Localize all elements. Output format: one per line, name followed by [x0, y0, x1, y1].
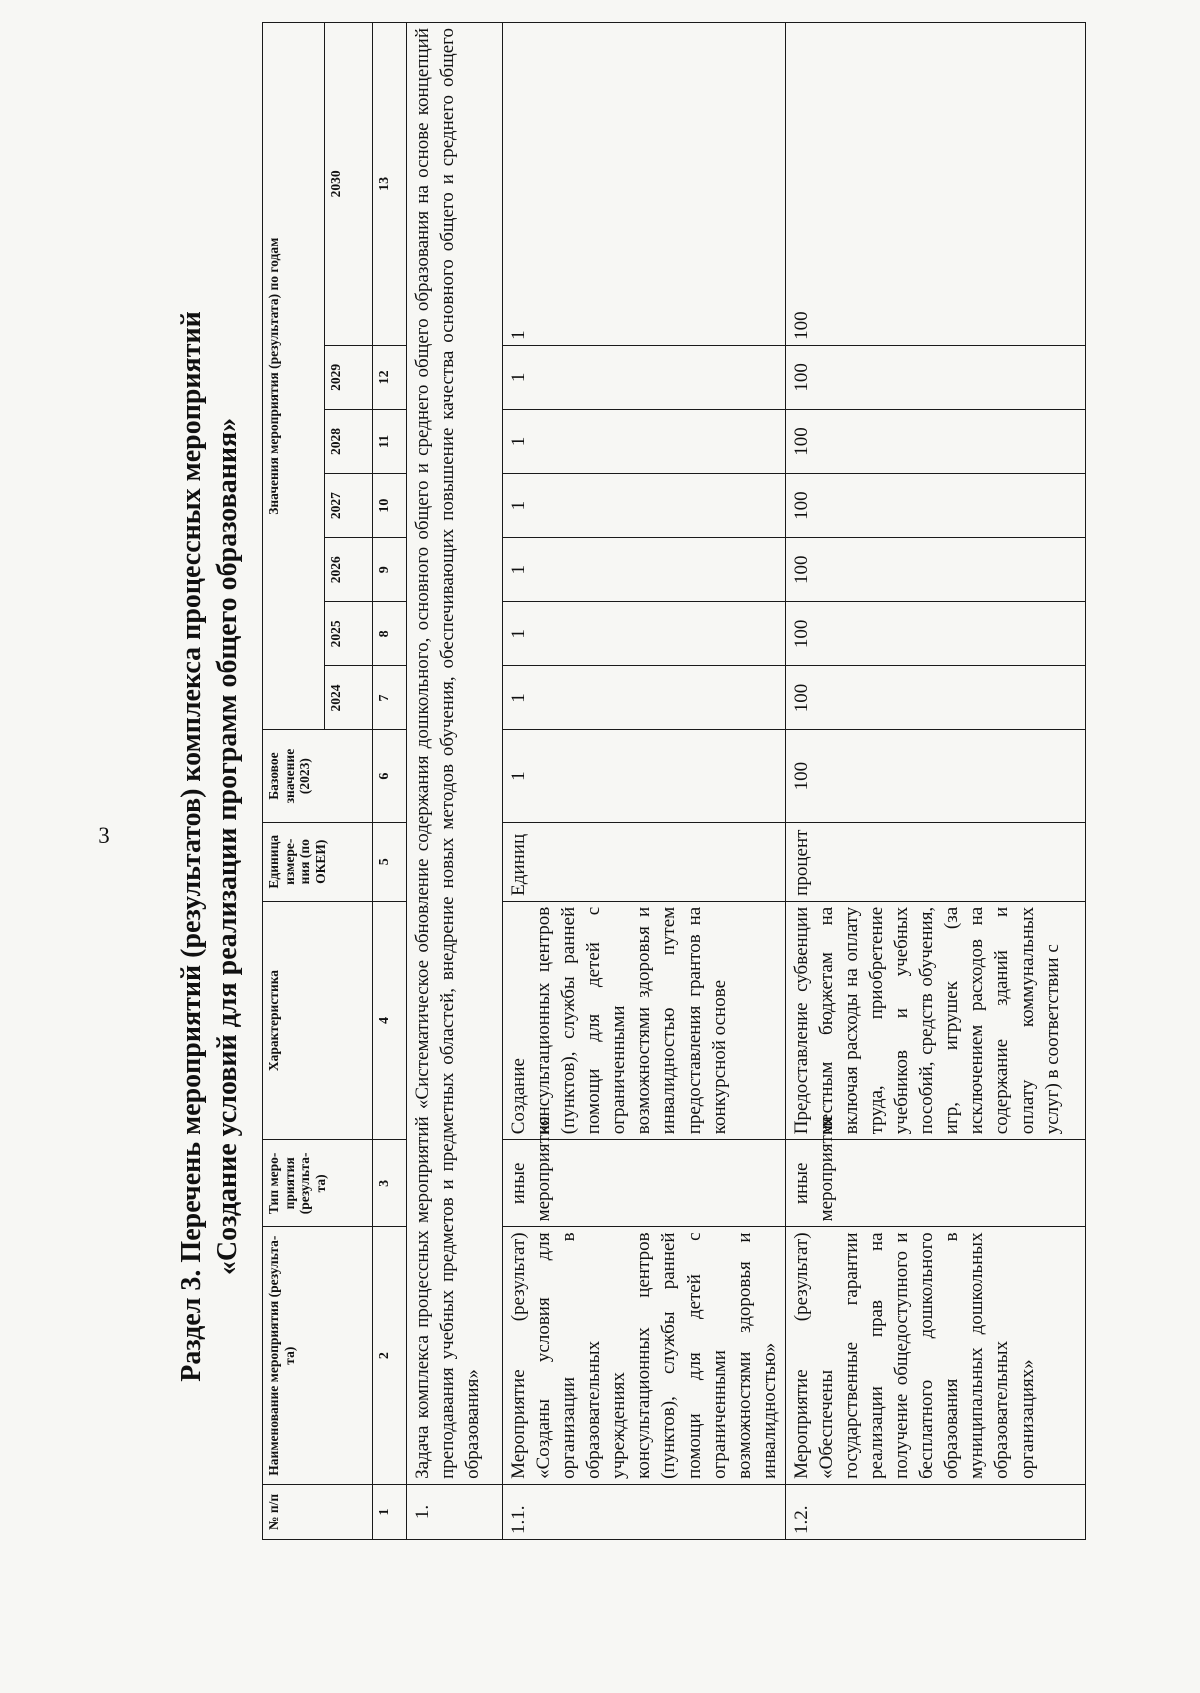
row-base: 1 [503, 730, 786, 822]
column-number: 5 [373, 822, 407, 901]
row-unit: процент [785, 822, 1085, 901]
row-type: иные мероприятия [785, 1140, 1085, 1227]
row-value: 1 [503, 409, 786, 473]
column-number: 2 [373, 1227, 407, 1484]
row-value: 1 [503, 666, 786, 730]
header-characteristic: Характеристика [263, 901, 373, 1139]
row-value: 1 [503, 602, 786, 666]
column-number: 1 [373, 1484, 407, 1539]
task-text: Задача комплекса процессных мероприятий «Систематическое обновление содержания дошкольного, основного общего и среднего общего образования на основе концепций преподавания учебных предметов и предметных областей, внедрение новых методов обучения, обеспечивающих повышение качества основного общего и среднего общего образования» [407, 23, 503, 1485]
column-number: 7 [373, 666, 407, 730]
row-name: Мероприятие (результат) «Обеспечены государственные гарантии реализации прав на получение общедоступного и бесплатного дошкольного образования в муниципальных дошкольных образовательных организациях» [785, 1227, 1085, 1484]
header-type: Тип меро-приятия (результа-та) [263, 1140, 373, 1227]
column-number: 13 [373, 23, 407, 346]
header-year: 2029 [325, 345, 373, 409]
header-year: 2030 [325, 23, 373, 346]
row-value: 1 [503, 23, 786, 346]
task-row [407, 23, 503, 1540]
column-number: 6 [373, 730, 407, 822]
row-name: Мероприятие (результат) «Созданы условия для организации в образовательных учреждениях консультационных центров (пунктов), службы ранней помощи для детей с ограниченными возможностями здоровья и инвалидностью» [503, 1227, 786, 1484]
header-year: 2025 [325, 602, 373, 666]
row-base: 100 [785, 730, 1085, 822]
column-number: 4 [373, 901, 407, 1139]
row-number: 1.2. [785, 1484, 1085, 1539]
header-year: 2026 [325, 538, 373, 602]
row-value: 100 [785, 602, 1085, 666]
row-unit: Единиц [503, 822, 786, 901]
row-value: 1 [503, 345, 786, 409]
row-value: 100 [785, 409, 1085, 473]
header-values-group: Значения мероприятия (результата) по годам [263, 23, 325, 731]
row-type: иные мероприятия [503, 1140, 786, 1227]
header-year: 2024 [325, 666, 373, 730]
column-number: 8 [373, 602, 407, 666]
row-value: 100 [785, 23, 1085, 346]
header-name: Наименование мероприятия (результа-та) [263, 1227, 373, 1484]
column-number: 11 [373, 409, 407, 473]
column-number-row [373, 23, 407, 1540]
row-characteristic: Предоставление субвенции местным бюджетам на включая расходы на оплату труда, приобретение учебников и учебных пособий, средств обучения, игр, игрушек (за исключением расходов на содержание зданий и оплату коммунальных услуг) в соответствии с [785, 901, 1085, 1139]
column-number: 12 [373, 345, 407, 409]
row-characteristic: Создание консультационных центров (пунктов), службы ранней помощи для детей с ограниченными возможностями здоровья и инвалидностью путем предоставления грантов на конкурсной основе [503, 901, 786, 1139]
row-value: 100 [785, 345, 1085, 409]
header-unit: Единица измере-ния (по ОКЕИ) [263, 822, 373, 901]
table-row [785, 23, 1085, 1540]
row-value: 100 [785, 538, 1085, 602]
row-value: 1 [503, 474, 786, 538]
row-value: 100 [785, 474, 1085, 538]
header-year: 2028 [325, 409, 373, 473]
header-no: № п/п [263, 1484, 373, 1539]
column-number: 9 [373, 538, 407, 602]
page-number: 3 [98, 823, 110, 848]
section-title: Раздел 3. Перечень мероприятий (результатов) комплекса процессных мероприятий [176, 311, 207, 1382]
header-base: Базовое значение (2023) [263, 730, 373, 822]
section-subtitle: «Создание условий для реализации программ общего образования» [212, 417, 243, 1276]
activities-table [262, 22, 1086, 1540]
row-value: 100 [785, 666, 1085, 730]
header-year: 2027 [325, 474, 373, 538]
column-number: 3 [373, 1140, 407, 1227]
row-value: 1 [503, 538, 786, 602]
task-number: 1. [407, 1484, 503, 1539]
table-row [503, 23, 786, 1540]
column-number: 10 [373, 474, 407, 538]
row-number: 1.1. [503, 1484, 786, 1539]
